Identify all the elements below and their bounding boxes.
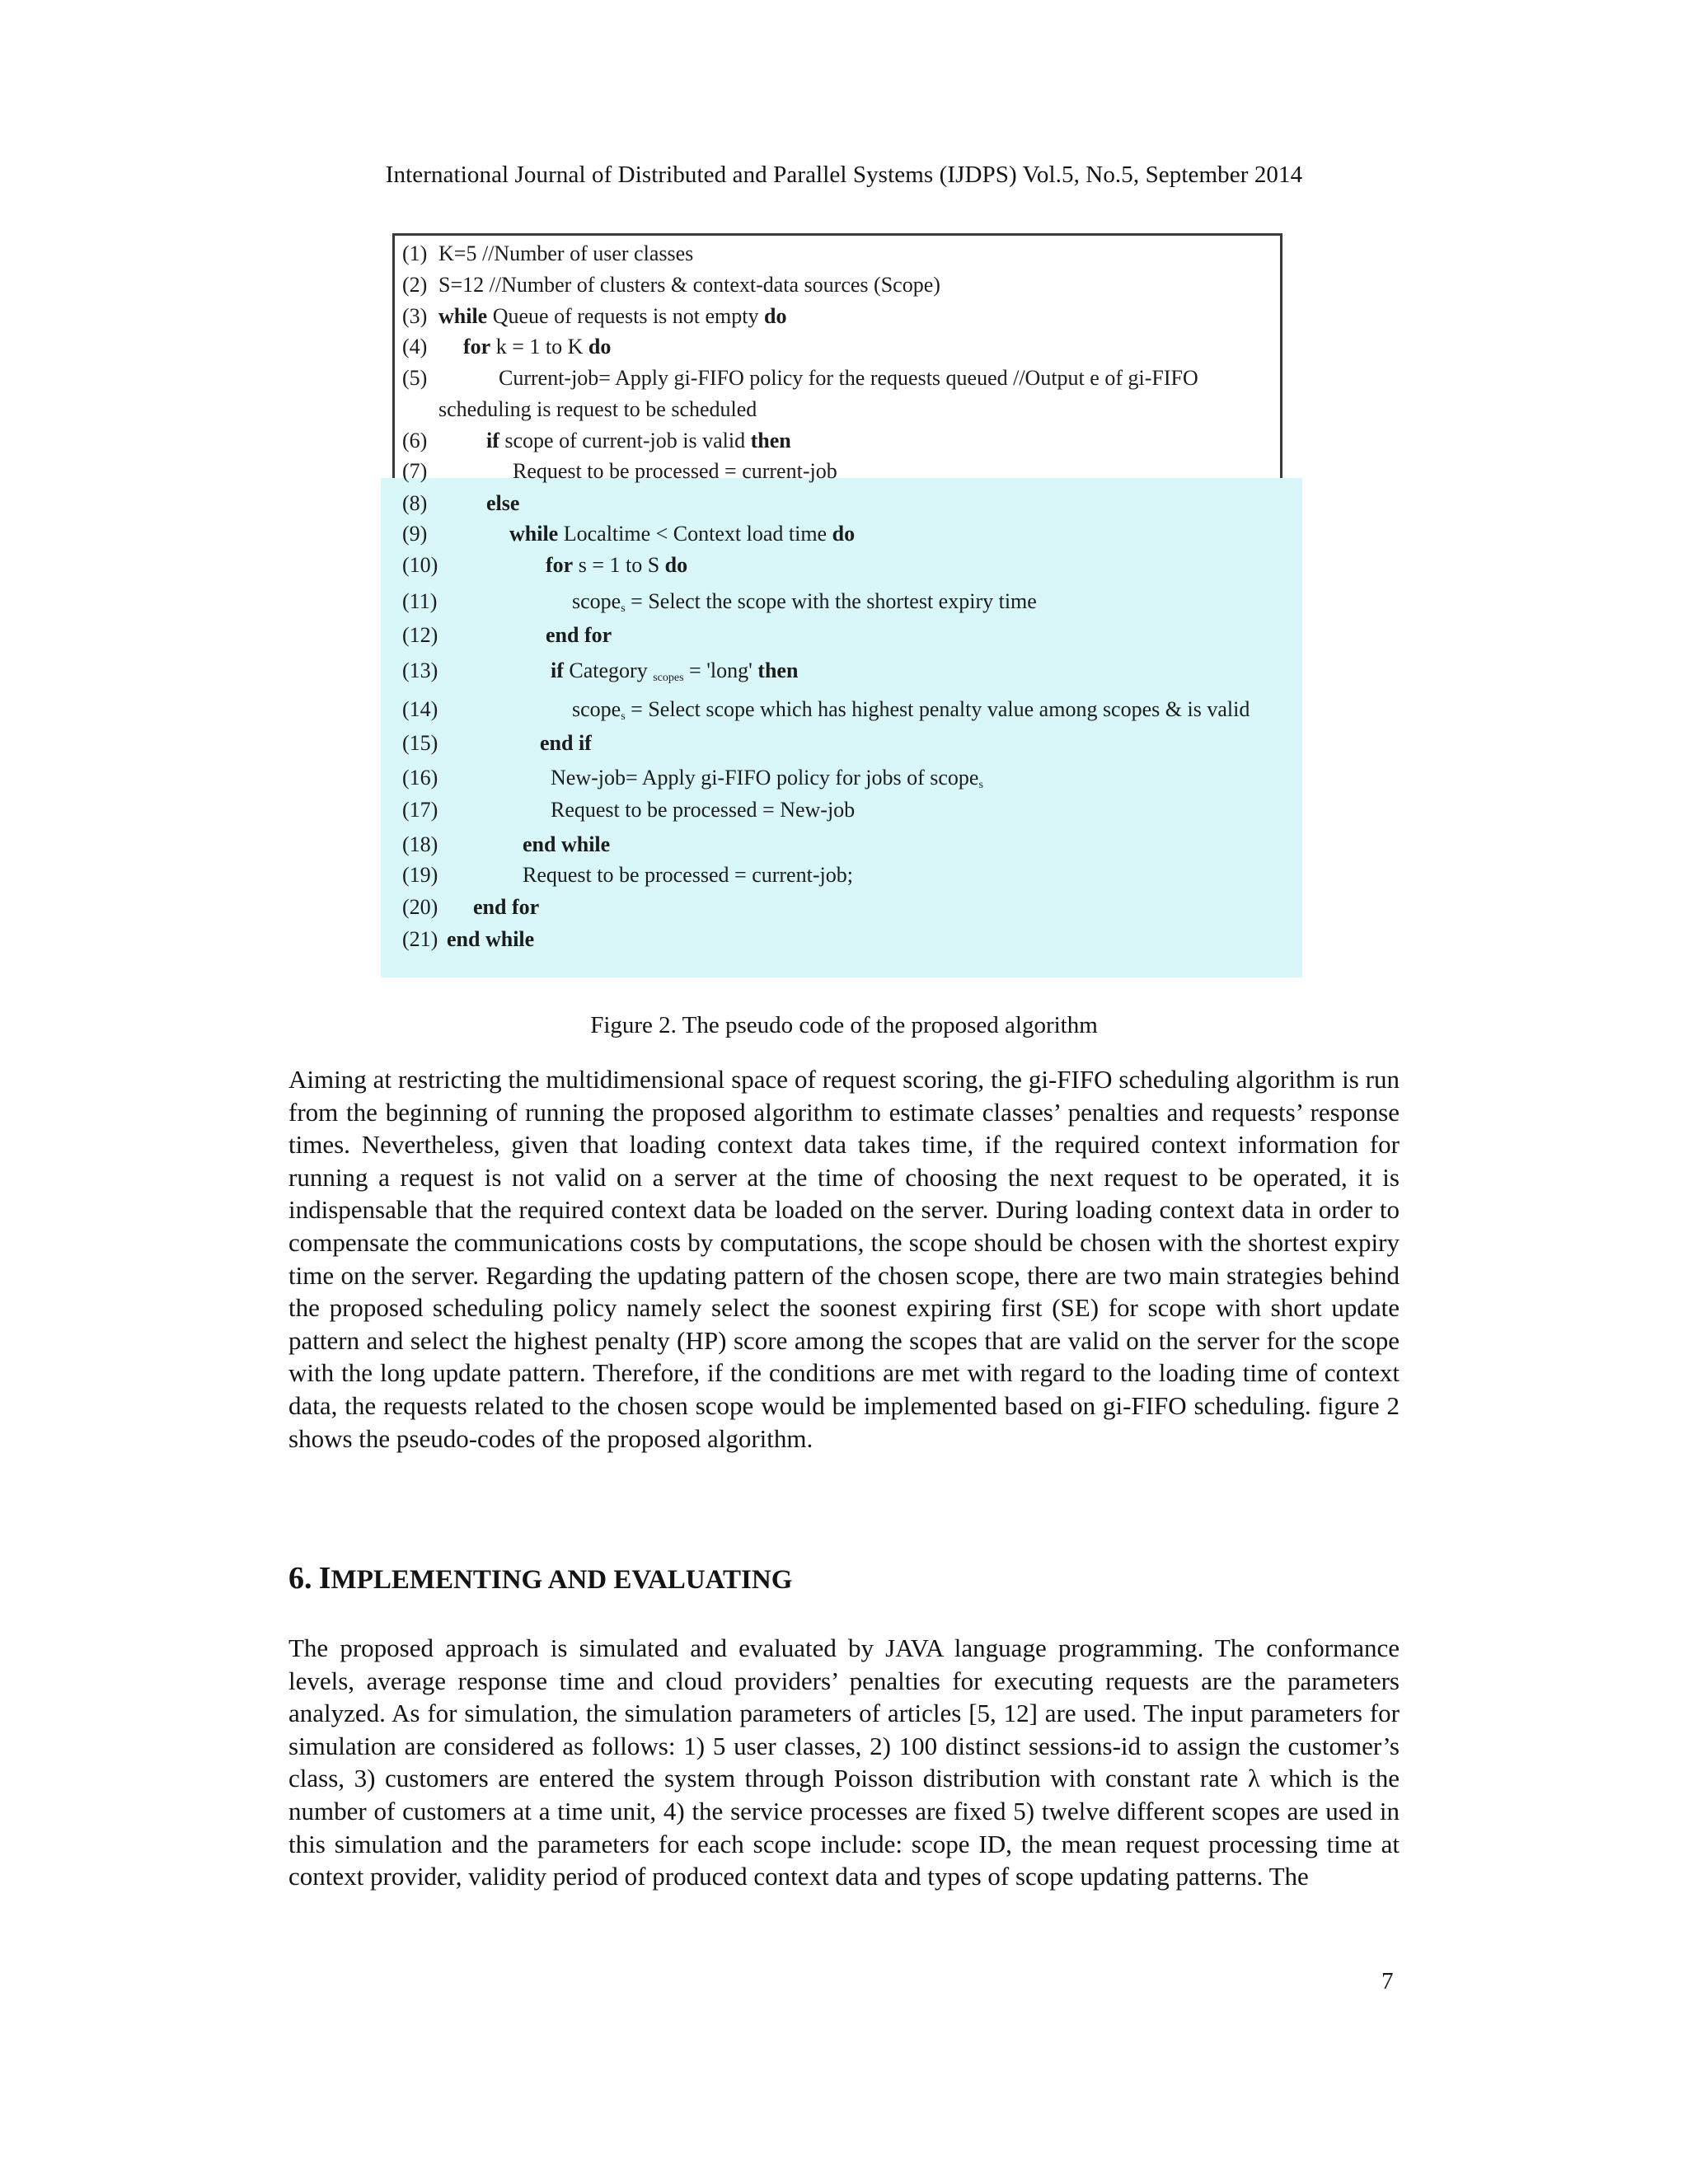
line-number: (9) (402, 522, 428, 546)
section-heading (288, 1560, 792, 1596)
code-keyword: if (551, 658, 564, 682)
line-number: (12) (402, 623, 438, 647)
paragraph-2: The proposed approach is simulated and evaluated by JAVA language programming. The conformance levels, average response time and cloud providers’ penalties for executing requests are the parameters analyzed. As for simulation, the simulation parameters of articles [5, 12] are used. The input parameters for simulation are considered as follows: 1) 5 user classes, 2) 100 distinct sessions-id to assign the customer’s class, 3) customers are entered the system through Poisson distribution with constant rate λ which is the number of customers at a time unit, 4) the service processes are fixed 5) twelve different scopes are used in this simulation and the parameters for each scope include: scope ID, the mean request processing time at context provider, validity period of produced context data and types of scope updating patterns. The (288, 1633, 1400, 1891)
code-text (447, 927, 534, 952)
code-line (402, 273, 940, 298)
paragraph-1: Aiming at restricting the multidimensional space of request scoring, the gi-FIFO scheduling algorithm is run from the beginning of running the proposed algorithm to estimate classes’ penalties and requests’ response times. Nevertheless, given that loading context data takes time, if the required context information for running a request is not valid on a server at the time of choosing the next request to be operated, it is indispensable that the required context data be loaded on the server. During loading context data in order to compensate the communications costs by computations, the scope should be chosen with the shortest expiry time on the server. Regarding the updating pattern of the chosen scope, there are two main strategies behind the proposed scheduling policy namely select the soonest expiring first (SE) for scope with short update pattern and select the highest penalty (HP) score among the scopes that are valid on the server for the scope with the long update pattern. Therefore, if the conditions are met with regard to the loading time of context data, the requests related to the chosen scope would be implemented based on gi-FIFO scheduling. figure 2 shows the pseudo-codes of the proposed algorithm. (288, 1065, 1400, 1453)
code-line (402, 429, 791, 453)
page-number: 7 (1381, 1968, 1394, 1994)
line-number: (11) (402, 589, 438, 613)
code-text (546, 623, 612, 648)
code-keyword: do (832, 522, 856, 546)
code-text (546, 553, 687, 578)
code-line (402, 522, 856, 546)
code-subscript: scopes (653, 672, 684, 684)
code-fragment: = Select scope which has highest penalty value among scopes & is valid (625, 697, 1250, 721)
code-keyword: while (438, 304, 488, 328)
code-line (402, 895, 540, 920)
line-number: (14) (402, 697, 438, 721)
code-keyword: end for (473, 895, 540, 919)
code-fragment: scope (572, 589, 621, 613)
line-number: (6) (402, 429, 428, 452)
code-text (486, 429, 791, 453)
code-line (402, 553, 688, 578)
line-number: (10) (402, 553, 438, 577)
code-fragment: Queue of requests is not empty (487, 304, 764, 328)
code-text (438, 397, 757, 422)
line-number: (2) (402, 273, 428, 297)
code-keyword: end for (546, 623, 612, 647)
code-text (463, 335, 611, 359)
line-number: (4) (402, 335, 428, 359)
line-number: (5) (402, 366, 428, 390)
code-text (551, 798, 855, 823)
code-keyword: for (546, 553, 574, 577)
code-text (486, 491, 519, 516)
line-number: (17) (402, 798, 438, 822)
line-number: (18) (402, 832, 438, 856)
code-text (509, 522, 855, 546)
code-fragment: Localtime < Context load time (558, 522, 832, 546)
line-number: (13) (402, 658, 438, 682)
code-keyword: do (664, 553, 688, 577)
running-header: International Journal of Distributed and Parallel Systems (IJDPS) Vol.5, No.5, September 2014 (385, 162, 1303, 188)
code-line (402, 766, 983, 791)
code-keyword: end while (523, 832, 611, 856)
code-text (473, 895, 539, 920)
code-keyword: end while (447, 927, 535, 951)
code-text (572, 697, 1250, 724)
code-text (540, 731, 592, 756)
figure-caption: Figure 2. The pseudo code of the proposed algorithm (590, 1012, 1098, 1038)
code-text (523, 863, 853, 888)
code-fragment: Category (563, 658, 654, 682)
code-line (402, 832, 611, 857)
code-line (402, 241, 694, 266)
code-text (572, 589, 1037, 616)
code-keyword: else (486, 491, 520, 515)
code-keyword: while (509, 522, 559, 546)
section-title-initial: I (318, 1561, 331, 1596)
code-keyword: end if (540, 731, 592, 755)
code-keyword: then (750, 429, 791, 452)
code-keyword: then (757, 658, 799, 682)
code-line (402, 366, 1198, 391)
code-fragment: K=5 //Number of user classes (438, 241, 694, 265)
code-text (551, 658, 798, 685)
code-line (402, 335, 612, 359)
code-fragment: Current-job= Apply gi-FIFO policy for the requests queued //Output e of gi-FIFO (499, 366, 1198, 390)
line-number: (19) (402, 863, 438, 887)
code-fragment: k = 1 to K (490, 335, 588, 359)
code-subscript: s (978, 779, 983, 791)
code-line (402, 658, 799, 684)
code-text (523, 832, 610, 857)
code-fragment: scheduling is request to be scheduled (438, 397, 757, 421)
code-line (402, 459, 837, 484)
code-subscript: s (621, 710, 626, 723)
code-text (499, 366, 1198, 391)
line-number: (3) (402, 304, 428, 328)
code-keyword: for (463, 335, 491, 359)
section-number: 6. (288, 1561, 312, 1596)
section-title-rest: MPLEMENTING AND EVALUATING (331, 1565, 793, 1595)
code-subscript: s (621, 602, 626, 615)
code-keyword: do (588, 335, 612, 359)
code-line (402, 731, 592, 756)
code-fragment: s = 1 to S (573, 553, 665, 577)
code-line (402, 697, 1250, 723)
code-fragment: = Select the scope with the shortest expiry time (625, 589, 1037, 613)
code-line (402, 589, 1037, 615)
line-number: (16) (402, 766, 438, 790)
code-line (402, 304, 787, 329)
code-text (438, 304, 786, 329)
code-line (402, 798, 856, 823)
code-fragment: New-job= Apply gi-FIFO policy for jobs of scope (551, 766, 979, 790)
code-text (438, 241, 693, 266)
code-fragment: scope of current-job is valid (499, 429, 751, 452)
line-number: (15) (402, 731, 438, 755)
code-keyword: if (486, 429, 499, 452)
code-fragment: Request to be processed = current-job; (523, 863, 853, 887)
code-line (402, 623, 612, 648)
code-line (402, 927, 535, 952)
code-line (402, 863, 853, 888)
code-fragment: = 'long' (683, 658, 758, 682)
line-number: (21) (402, 927, 438, 951)
code-fragment: scope (572, 697, 621, 721)
code-line (402, 491, 520, 516)
line-number: (20) (402, 895, 438, 919)
line-number: (1) (402, 241, 428, 265)
code-text (551, 766, 983, 792)
code-fragment: S=12 //Number of clusters & context-data sources (Scope) (438, 273, 940, 297)
code-fragment: Request to be processed = current-job (513, 459, 837, 483)
line-number: (8) (402, 491, 428, 515)
code-text (513, 459, 837, 484)
line-number: (7) (402, 459, 428, 483)
code-text (438, 273, 940, 298)
code-fragment: Request to be processed = New-job (551, 798, 856, 822)
code-keyword: do (764, 304, 787, 328)
